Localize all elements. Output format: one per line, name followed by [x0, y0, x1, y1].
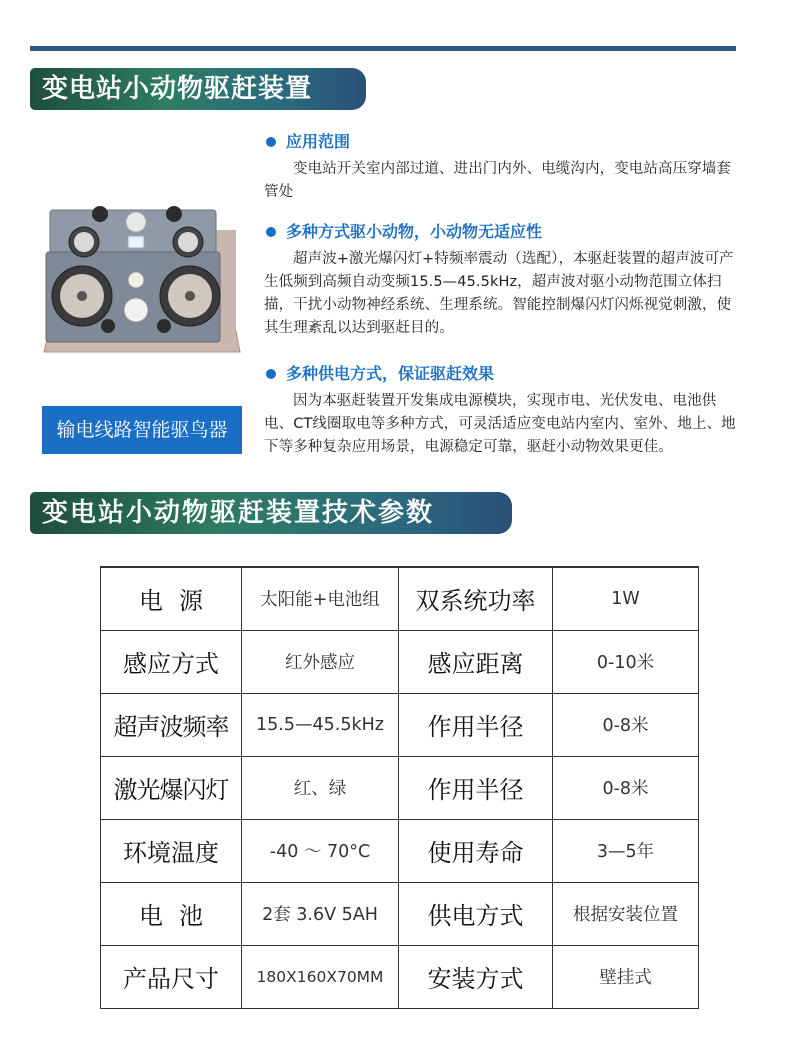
feature-application — [264, 130, 740, 204]
knob-bottom-left — [101, 319, 115, 333]
lens — [128, 236, 144, 248]
feature-body: 变电站开关室内部过道、进出门内外、电缆沟内，变电站高压穿墙套管处 — [264, 161, 731, 200]
bullet-icon — [266, 137, 276, 147]
table-row — [101, 945, 699, 1008]
spec-label: 电池 — [101, 882, 242, 945]
section-title-device: 变电站小动物驱赶装置 — [30, 68, 366, 110]
table-row — [101, 693, 699, 756]
spec-value: 1W — [553, 567, 699, 630]
bullet-icon — [266, 227, 276, 237]
spec-value: 根据安装位置 — [553, 882, 699, 945]
specs-table — [100, 566, 699, 1009]
device-photo-icon — [36, 190, 246, 360]
spec-label: 激光爆闪灯 — [101, 756, 242, 819]
table-row — [101, 756, 699, 819]
table-row — [101, 819, 699, 882]
spec-label: 超声波频率 — [101, 693, 242, 756]
spec-value: 红外感应 — [242, 630, 399, 693]
spec-label: 安装方式 — [399, 945, 553, 1008]
spec-value: 太阳能+电池组 — [242, 567, 399, 630]
product-caption: 输电线路智能驱鸟器 — [42, 406, 242, 454]
knob-bottom-right — [157, 319, 171, 333]
spec-label: 作用半径 — [399, 693, 553, 756]
feature-title — [264, 362, 740, 386]
spec-value: 180X160X70MM — [242, 945, 399, 1008]
feature-body: 因为本驱赶装置开发集成电源模块，实现市电、光伏发电、电池供电、CT线圈取电等多种方式，可灵活适应变电站内室内、室外、地上、地下等多种复杂应用场景，电源稳定可靠，驱赶小动物效果更佳。 — [264, 393, 736, 455]
spec-value: 0-8米 — [553, 756, 699, 819]
knob-right — [166, 206, 182, 222]
bullet-icon — [266, 369, 276, 379]
speaker-large-right-center — [185, 291, 195, 301]
knob-left — [92, 206, 108, 222]
feature-title-text: 应用范围 — [286, 132, 351, 151]
feature-body: 超声波+激光爆闪灯+特频率震动（选配），本驱赶装置的超声波可产生低频到高频自动变频15.5—45.5kHz，超声波对驱小动物范围立体扫描，干扰小动物神经系统、生理系统。智能控制爆闪灯闪烁视觉刺激，使其生理紊乱以达到驱赶目的。 — [264, 251, 734, 336]
feature-title-text: 多种供电方式，保证驱赶效果 — [286, 364, 495, 383]
feature-title-text: 多种方式驱小动物，小动物无适应性 — [286, 222, 543, 241]
spec-value: 0-10米 — [553, 630, 699, 693]
spec-label: 环境温度 — [101, 819, 242, 882]
table-row — [101, 630, 699, 693]
feature-power — [264, 362, 740, 459]
spec-value: 红、绿 — [242, 756, 399, 819]
spec-label: 供电方式 — [399, 882, 553, 945]
spec-label: 感应方式 — [101, 630, 242, 693]
speaker-large-left-center — [77, 291, 87, 301]
spec-value: 3—5年 — [553, 819, 699, 882]
strobe-light-bottom — [124, 298, 148, 322]
sensor-dome — [126, 212, 146, 232]
spec-label: 产品尺寸 — [101, 945, 242, 1008]
spec-value: 0-8米 — [553, 693, 699, 756]
spec-value: -40 ～ 70°C — [242, 819, 399, 882]
speaker-small-right-cone — [178, 232, 198, 252]
top-divider — [30, 46, 736, 51]
spec-label: 感应距离 — [399, 630, 553, 693]
spec-label: 使用寿命 — [399, 819, 553, 882]
spec-value: 2套 3.6V 5AH — [242, 882, 399, 945]
feature-methods — [264, 220, 740, 340]
feature-title — [264, 130, 740, 154]
spec-label: 电源 — [101, 567, 242, 630]
spec-value: 15.5—45.5kHz — [242, 693, 399, 756]
speaker-small-left-cone — [74, 232, 94, 252]
section-title-specs: 变电站小动物驱赶装置技术参数 — [30, 492, 512, 534]
table-row — [101, 567, 699, 630]
feature-title — [264, 220, 740, 244]
spec-label: 双系统功率 — [399, 567, 553, 630]
table-row — [101, 882, 699, 945]
spec-value: 壁挂式 — [553, 945, 699, 1008]
spec-label: 作用半径 — [399, 756, 553, 819]
strobe-light-top — [128, 272, 144, 288]
